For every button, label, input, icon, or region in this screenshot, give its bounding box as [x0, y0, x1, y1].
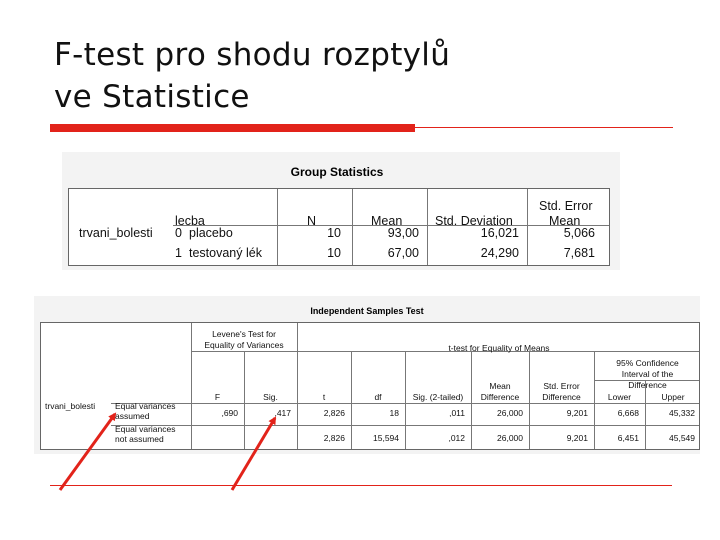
- is-col-md-2: Difference: [480, 392, 520, 402]
- is-col-md-1: Mean: [489, 381, 511, 391]
- gs-header-se-1: Std. Error: [539, 199, 593, 213]
- is-cell-sig: ,417: [274, 408, 291, 418]
- is-col-sig: Sig.: [263, 392, 278, 402]
- is-ttest-header: t-test for Equality of Means: [448, 343, 550, 353]
- is-row-label-1: Equal variances: [115, 401, 176, 411]
- is-cell-lower: 6,668: [617, 408, 639, 418]
- gs-variable: trvani_bolesti: [79, 226, 153, 240]
- is-row-label-2: assumed: [115, 411, 150, 421]
- is-cell-lower: 6,451: [617, 433, 639, 443]
- gs-row-sd: 24,290: [480, 246, 519, 260]
- is-cell-se: 9,201: [566, 433, 588, 443]
- is-levene-header-2: Equality of Variances: [204, 340, 284, 350]
- is-col-upper: Upper: [661, 392, 685, 402]
- is-variable: trvani_bolesti: [45, 401, 96, 411]
- is-col-sig2: Sig. (2-tailed): [412, 392, 464, 402]
- gs-row-se: 7,681: [563, 246, 595, 260]
- is-cell-sig2: ,012: [448, 433, 465, 443]
- is-col-f: F: [214, 392, 221, 402]
- is-cell-t: 2,826: [323, 433, 345, 443]
- is-ci-header-3: Difference: [628, 380, 667, 390]
- is-cell-sig2: ,011: [449, 408, 465, 418]
- is-cell-df: 15,594: [373, 433, 399, 443]
- gs-row-label: testovaný lék: [189, 246, 262, 260]
- gs-header-n: N: [307, 214, 317, 228]
- is-cell-upper: 45,549: [669, 433, 695, 443]
- gs-row-code: 1: [175, 246, 182, 260]
- gs-header-group: lecba: [175, 214, 205, 228]
- slide-title-line-2: ve Statistice: [54, 79, 250, 115]
- arrow-to-sig-value: [232, 418, 275, 490]
- is-col-se-2: Difference: [542, 392, 581, 402]
- is-col-lower: Lower: [607, 392, 632, 402]
- gs-header-sd: Std. Deviation: [435, 214, 513, 228]
- is-cell-f: ,690: [221, 408, 238, 418]
- gs-row-mean: 93,00: [387, 226, 419, 240]
- gs-row-n: 10: [327, 246, 341, 260]
- is-col-se-1: Std. Error: [543, 381, 580, 391]
- is-cell-md: 26,000: [497, 433, 523, 443]
- arrow-to-f-column: [60, 414, 115, 490]
- gs-row-code: 0: [175, 226, 182, 240]
- slide-title-line-1: F-test pro shodu rozptylů: [54, 37, 451, 73]
- independent-samples-title: Independent Samples Test: [310, 306, 424, 316]
- is-cell-df: 18: [389, 408, 399, 418]
- is-col-df: df: [374, 392, 382, 402]
- gs-row-n: 10: [327, 226, 341, 240]
- is-col-t: t: [322, 392, 326, 402]
- gs-row-mean: 67,00: [387, 246, 419, 260]
- gs-row-se: 5,066: [563, 226, 595, 240]
- is-ci-header-1: 95% Confidence: [616, 358, 679, 368]
- gs-row-sd: 16,021: [480, 226, 519, 240]
- is-ci-header-2: Interval of the: [621, 369, 674, 379]
- is-cell-upper: 45,332: [669, 408, 695, 418]
- group-statistics-title: Group Statistics: [290, 165, 384, 179]
- is-levene-header-1: Levene's Test for: [212, 329, 276, 339]
- is-row-label-1: Equal variances: [115, 424, 176, 434]
- gs-header-mean: Mean: [371, 214, 403, 228]
- is-cell-md: 26,000: [497, 408, 523, 418]
- is-cell-se: 9,201: [566, 408, 588, 418]
- is-row-label-2: not assumed: [115, 434, 164, 444]
- is-cell-t: 2,826: [323, 408, 345, 418]
- gs-row-label: placebo: [189, 226, 233, 240]
- gs-header-se-2: Mean: [549, 214, 581, 228]
